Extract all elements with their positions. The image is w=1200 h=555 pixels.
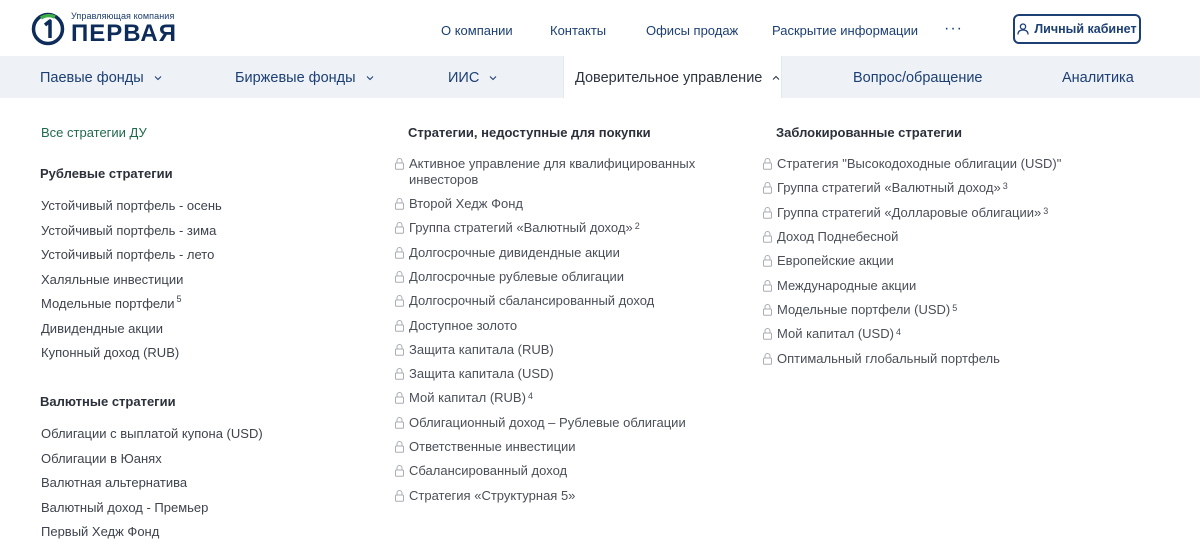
strategy-label: Долгосрочные дивидендные акции <box>409 245 620 260</box>
top-bar <box>0 0 1200 56</box>
top-nav-about[interactable]: О компании <box>441 23 513 38</box>
strategy-label: Международные акции <box>777 278 917 293</box>
lock-icon <box>394 157 405 170</box>
locked-strategy-link[interactable] <box>394 439 714 455</box>
strategy-label: Халяльные инвестиции <box>41 271 184 287</box>
strategy-label: Группа стратегий «Валютный доход» <box>777 180 1001 195</box>
locked-strategy-link[interactable] <box>394 196 714 212</box>
lock-icon <box>762 230 773 243</box>
unavailable-strategies-heading: Стратегии, недоступные для покупки <box>408 125 651 140</box>
strategy-label: Группа стратегий «Валютный доход» <box>409 220 633 235</box>
chevron-down-icon <box>488 73 498 83</box>
locked-strategy-link[interactable] <box>394 342 714 358</box>
footnote-marker: 3 <box>1002 181 1008 191</box>
locked-strategy-link[interactable] <box>394 293 714 309</box>
locked-strategy-link[interactable] <box>762 229 1162 245</box>
lock-icon <box>394 246 405 259</box>
strategy-link[interactable] <box>41 247 214 262</box>
lock-icon <box>394 464 405 477</box>
locked-strategy-link[interactable] <box>394 245 714 261</box>
main-nav-label: Доверительное управление <box>575 70 763 86</box>
strategy-label: Облигации с выплатой купона (USD) <box>41 426 263 441</box>
strategy-link[interactable] <box>41 272 183 287</box>
main-nav-iis[interactable] <box>448 70 498 86</box>
strategy-link[interactable] <box>41 321 163 336</box>
strategy-label: Стратегия «Структурная 5» <box>409 488 576 503</box>
main-nav-label: ИИС <box>448 70 480 86</box>
strategy-label: Устойчивый портфель - зима <box>41 222 217 238</box>
strategy-label: Защита капитала (USD) <box>409 366 554 381</box>
strategy-label: Второй Хедж Фонд <box>409 196 523 211</box>
locked-strategy-link[interactable] <box>394 366 714 382</box>
user-icon <box>1017 23 1029 35</box>
lock-icon <box>394 270 405 283</box>
top-nav-contacts[interactable]: Контакты <box>550 23 607 38</box>
footnote-marker: 4 <box>895 327 901 337</box>
logo-subtitle: Управляющая компания <box>71 11 175 21</box>
lock-icon <box>394 294 405 307</box>
fx-strategies-heading: Валютные стратегии <box>40 394 176 409</box>
main-nav-label: Аналитика <box>1062 70 1134 86</box>
blocked-strategies-heading: Заблокированные стратегии <box>776 125 962 140</box>
strategy-label: Первый Хедж Фонд <box>41 524 160 539</box>
lock-icon <box>762 254 773 267</box>
strategy-label: Европейские акции <box>777 253 894 268</box>
strategy-link[interactable] <box>41 296 182 311</box>
locked-strategy-link[interactable] <box>762 302 1162 318</box>
main-nav-label: Биржевые фонды <box>235 70 356 86</box>
main-nav-trust-management[interactable] <box>563 56 782 98</box>
lock-icon <box>762 327 773 340</box>
locked-strategy-link[interactable] <box>762 278 1162 294</box>
top-nav-disclosure[interactable]: Раскрытие информации <box>772 23 919 38</box>
main-nav-analytics[interactable] <box>1062 70 1134 86</box>
strategy-label: Группа стратегий «Долларовые облигации» <box>777 205 1042 220</box>
locked-strategy-link[interactable] <box>394 415 714 431</box>
strategy-label: Оптимальный глобальный портфель <box>777 351 1000 366</box>
strategy-label: Доход Поднебесной <box>777 229 899 244</box>
strategy-label: Сбалансированный доход <box>409 463 568 478</box>
locked-strategy-link[interactable] <box>762 180 1162 196</box>
strategy-label: Стратегия "Высокодоходные облигации (USD)" <box>777 156 1062 171</box>
main-nav-label: Паевые фонды <box>40 70 144 86</box>
strategy-label: Доступное золото <box>409 318 518 333</box>
locked-strategy-link[interactable] <box>394 156 714 188</box>
strategy-label: Облигации в Юанях <box>41 450 162 466</box>
strategy-link[interactable] <box>41 524 159 539</box>
lock-icon <box>394 197 405 210</box>
lock-icon <box>762 303 773 316</box>
strategy-label: Устойчивый портфель - лето <box>41 247 215 262</box>
strategy-link[interactable] <box>41 500 208 515</box>
lock-icon <box>762 279 773 292</box>
strategy-label: Модельные портфели (USD) <box>777 302 951 317</box>
locked-strategy-link[interactable] <box>762 205 1162 221</box>
strategy-label: Защита капитала (RUB) <box>409 342 554 357</box>
locked-strategy-link[interactable] <box>762 156 1162 172</box>
lock-icon <box>394 319 405 332</box>
strategy-label: Дивидендные акции <box>41 320 164 336</box>
footnote-marker: 2 <box>634 221 640 231</box>
strategy-label: Облигационный доход – Рублевые облигации <box>409 415 686 430</box>
lock-icon <box>762 352 773 365</box>
lock-icon <box>762 206 773 219</box>
strategy-label: Валютный доход - Премьер <box>41 499 209 515</box>
more-menu-button[interactable]: ··· <box>944 20 963 37</box>
strategy-link[interactable] <box>41 198 222 213</box>
strategy-link[interactable] <box>41 345 179 360</box>
locked-strategy-link[interactable] <box>762 253 1162 269</box>
locked-strategy-link[interactable] <box>762 326 1162 342</box>
trust-management-dropdown <box>0 98 1200 555</box>
top-nav-offices[interactable]: Офисы продаж <box>646 23 739 38</box>
account-button-label: Личный кабинет <box>1034 22 1137 36</box>
locked-strategy-link[interactable] <box>394 463 714 479</box>
footnote-marker: 4 <box>527 391 533 401</box>
logo-title: ПЕРВАЯ <box>71 20 177 47</box>
main-nav-question[interactable] <box>853 70 983 86</box>
rub-strategies-heading: Рублевые стратегии <box>40 166 173 181</box>
strategy-label: Модельные портфели <box>41 296 175 311</box>
locked-strategy-link[interactable] <box>394 269 714 285</box>
strategy-link[interactable] <box>41 475 187 490</box>
lock-icon <box>394 367 405 380</box>
strategy-label: Долгосрочный сбалансированный доход <box>409 293 655 308</box>
lock-icon <box>394 440 405 453</box>
strategy-label: Активное управление для квалифицированных инвесторов <box>409 156 696 187</box>
locked-strategy-link[interactable] <box>394 220 714 236</box>
strategy-label: Устойчивый портфель - осень <box>41 198 222 213</box>
strategy-link[interactable] <box>41 451 162 466</box>
lock-icon <box>394 221 405 234</box>
main-nav-mutual-funds[interactable] <box>40 70 163 86</box>
lock-icon <box>762 181 773 194</box>
locked-strategy-link[interactable] <box>762 351 1162 367</box>
chevron-down-icon <box>365 73 375 83</box>
chevron-down-icon <box>153 73 163 83</box>
strategy-label: Ответственные инвестиции <box>409 439 576 454</box>
strategy-label: Валютная альтернатива <box>41 475 188 490</box>
locked-strategy-link[interactable] <box>394 488 714 504</box>
footnote-marker: 3 <box>1043 206 1049 216</box>
locked-strategy-link[interactable] <box>394 318 714 334</box>
lock-icon <box>394 489 405 502</box>
lock-icon <box>394 416 405 429</box>
account-button[interactable] <box>1013 14 1141 44</box>
chevron-up-icon <box>771 73 781 83</box>
main-nav-label: Вопрос/обращение <box>853 70 983 86</box>
strategy-label: Мой капитал (RUB) <box>409 390 526 405</box>
locked-strategy-link[interactable] <box>394 390 714 406</box>
lock-icon <box>394 343 405 356</box>
strategy-link[interactable] <box>41 223 216 238</box>
footnote-marker: 5 <box>176 294 182 304</box>
footnote-marker: 5 <box>952 303 958 313</box>
strategy-label: Купонный доход (RUB) <box>41 345 180 360</box>
lock-icon <box>394 391 405 404</box>
strategy-label: Мой капитал (USD) <box>777 326 894 341</box>
strategy-label: Долгосрочные рублевые облигации <box>409 269 625 284</box>
main-nav <box>0 56 1200 98</box>
strategy-link[interactable] <box>41 426 263 441</box>
lock-icon <box>762 157 773 170</box>
all-strategies-link[interactable]: Все стратегии ДУ <box>41 125 147 140</box>
main-nav-etf[interactable] <box>235 70 375 86</box>
